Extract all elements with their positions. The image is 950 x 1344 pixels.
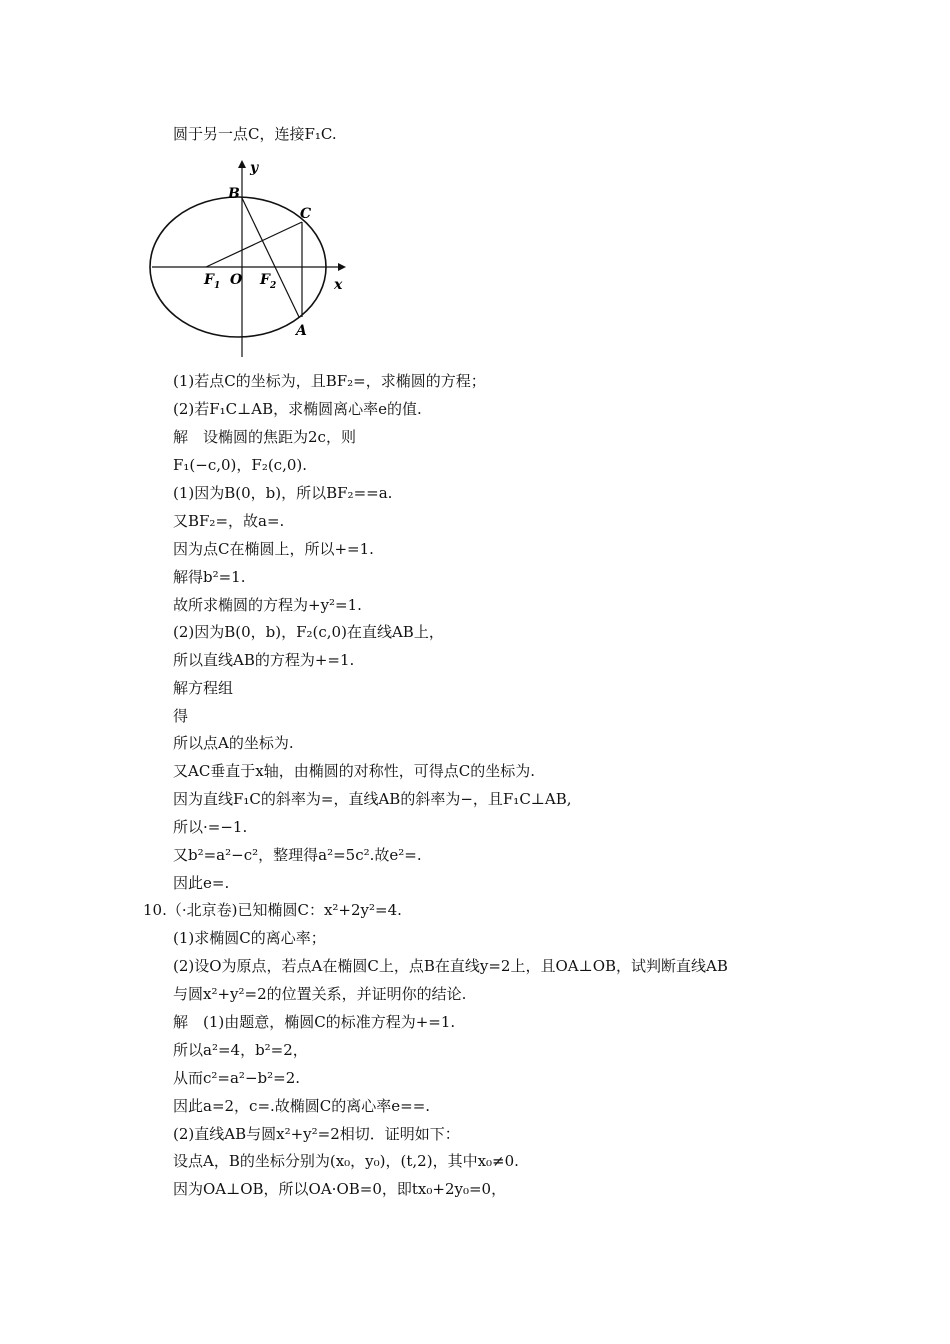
y-axis-arrow <box>238 160 246 168</box>
label-C: C <box>300 206 312 222</box>
segment-F1C <box>206 222 302 267</box>
question-line: 从而c²=a²−b²=2. <box>173 1069 301 1087</box>
label-O: O <box>230 272 243 288</box>
solution-line: 因此e=. <box>173 874 230 892</box>
solution-line: (2)若F₁C⊥AB，求椭圆离心率e的值. <box>173 400 422 418</box>
label-F1 <box>203 272 220 291</box>
question-line: 解 (1)由题意，椭圆C的标准方程为+=1. <box>173 1013 456 1031</box>
solution-line: 因为直线F₁C的斜率为=，直线AB的斜率为−，且F₁C⊥AB, <box>173 790 572 808</box>
label-B: B <box>228 186 240 202</box>
solution-line: 又BF₂=，故a=. <box>173 512 285 530</box>
solution-line: 又AC垂直于x轴，由椭圆的对称性，可得点C的坐标为. <box>173 762 536 780</box>
question-line: 所以a²=4，b²=2， <box>173 1041 308 1059</box>
solution-line: 又b²=a²−c²，整理得a²=5c².故e²=. <box>173 846 422 864</box>
solution-line: 解方程组 <box>173 679 234 697</box>
question-line: 因为OA⊥OB，所以OA·OB=0，即tx₀+2y₀=0， <box>173 1180 507 1198</box>
intro-text: 圆于另一点C，连接F₁C. <box>173 125 337 143</box>
solution-line: 故所求椭圆的方程为+y²=1. <box>173 596 362 614</box>
question-line: (2)直线AB与圆x²+y²=2相切．证明如下： <box>173 1125 460 1143</box>
question-line: (2)设O为原点，若点A在椭圆C上，点B在直线y=2上，且OA⊥OB，试判断直线AB <box>173 957 728 975</box>
ellipse-diagram <box>148 150 354 362</box>
label-y: y <box>250 160 259 176</box>
label-F2 <box>259 272 276 291</box>
label-F1-subscript: 1 <box>213 281 221 291</box>
solution-line: 所以点A的坐标为. <box>173 734 294 752</box>
label-F2-subscript: 2 <box>269 281 277 291</box>
label-A: A <box>296 323 307 339</box>
label-F1-letter: F <box>204 272 214 288</box>
question-line: 设点A，B的坐标分别为(x₀，y₀)，(t,2)，其中x₀≠0. <box>173 1152 519 1170</box>
solution-line: 得 <box>173 707 189 725</box>
solution-line: 解得b²=1. <box>173 568 246 586</box>
solution-line: 解 设椭圆的焦距为2c，则 <box>173 428 356 446</box>
solution-line: (1)因为B(0，b)，所以BF₂==a. <box>173 484 393 502</box>
question-line: 因此a=2，c=.故椭圆C的离心率e==. <box>173 1097 431 1115</box>
solution-line: 因为点C在椭圆上，所以+=1. <box>173 540 374 558</box>
label-x: x <box>334 277 343 293</box>
solution-line: 所以直线AB的方程为+=1. <box>173 651 355 669</box>
solution-line: (1)若点C的坐标为，且BF₂=，求椭圆的方程； <box>173 372 486 390</box>
question-10-heading: 10.（·北京卷)已知椭圆C：x²+2y²=4. <box>143 901 402 919</box>
question-line: 与圆x²+y²=2的位置关系，并证明你的结论. <box>173 985 467 1003</box>
solution-line: 所以·=−1. <box>173 818 248 836</box>
label-F2-letter: F <box>260 272 270 288</box>
question-line: (1)求椭圆C的离心率； <box>173 929 326 947</box>
segment-BA <box>242 198 299 317</box>
solution-line: (2)因为B(0，b)，F₂(c,0)在直线AB上， <box>173 623 444 641</box>
solution-line: F₁(−c,0)，F₂(c,0). <box>173 456 308 474</box>
x-axis-arrow <box>338 263 346 271</box>
